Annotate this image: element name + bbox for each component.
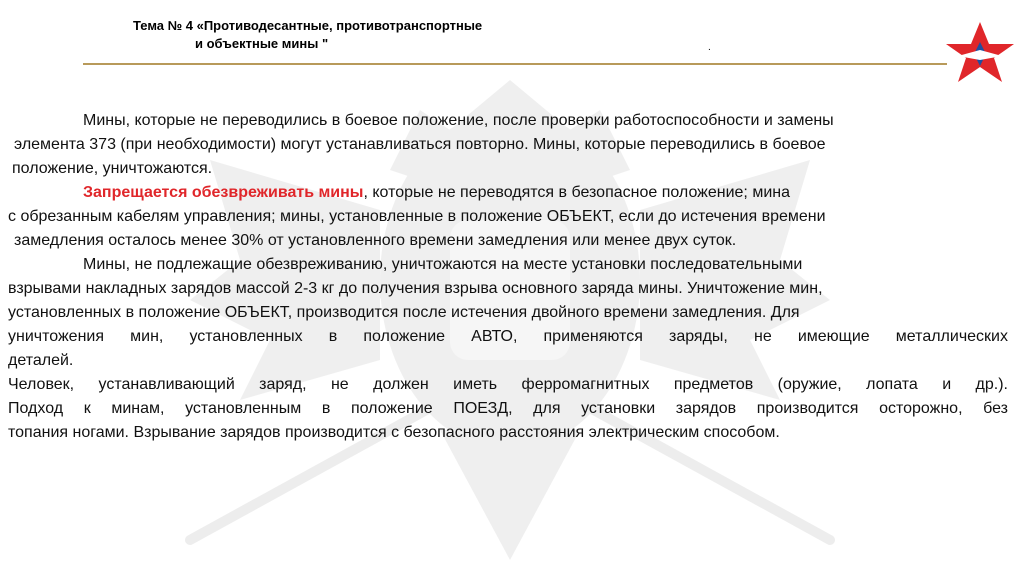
paragraph-3-line-1: Мины, не подлежащие обезвреживанию, уничтожаются на месте установки последовательными (83, 256, 803, 273)
paragraph-3-line-4: уничтожения мин, установленных в положение АВТО, применяются заряды, не имеющие металлических (8, 328, 1008, 345)
body-text (8, 109, 1008, 445)
prohibition-text: Запрещается обезвреживать мины (83, 184, 364, 201)
red-star-logo-icon (944, 20, 1016, 84)
paragraph-1-line-3: положение, уничтожаются. (12, 160, 213, 177)
paragraph-3-line-3: установленных в положение ОБЪЕКТ, производится после истечения двойного времени замедления. Для (8, 304, 800, 321)
paragraph-3-line-5: деталей. (8, 352, 74, 369)
paragraph-4-line-2: Подход к минам, установленным в положение ПОЕЗД, для установки зарядов производится осторожно, без (8, 400, 1008, 417)
slide-title-line1: Тема № 4 «Противодесантные, противотранспортные (133, 18, 483, 33)
paragraph-2-line-2: с обрезанным кабелям управления; мины, установленные в положение ОБЪЕКТ, если до истечения времени (8, 208, 826, 225)
header-divider (83, 63, 947, 65)
paragraph-4-line-1: Человек, устанавливающий заряд, не должен иметь ферромагнитных предметов (оружие, лопата и др.). (8, 376, 1008, 393)
paragraph-1-line-2: элемента 373 (при необходимости) могут устанавливаться повторно. Мины, которые переводились в боевое (14, 136, 826, 153)
paragraph-4-line-3: топания ногами. Взрывание зарядов производится с безопасного расстояния электрическим способом. (8, 424, 780, 441)
paragraph-2-line-1 (8, 181, 1008, 205)
paragraph-1-line-1: Мины, которые не переводились в боевое положение, после проверки работоспособности и замены (83, 112, 834, 129)
header-dot: . (708, 42, 711, 53)
slide-title (133, 17, 693, 53)
paragraph-3-line-2: взрывами накладных зарядов массой 2-3 кг до получения взрыва основного заряда мины. Уничтожение мин, (8, 280, 823, 297)
slide-title-line2: и объектные мины " (195, 36, 329, 51)
paragraph-2-rest: , которые не переводятся в безопасное положение; мина (363, 184, 790, 201)
paragraph-2-line-3: замедления осталось менее 30% от установленного времени замедления или менее двух суток. (14, 232, 737, 249)
